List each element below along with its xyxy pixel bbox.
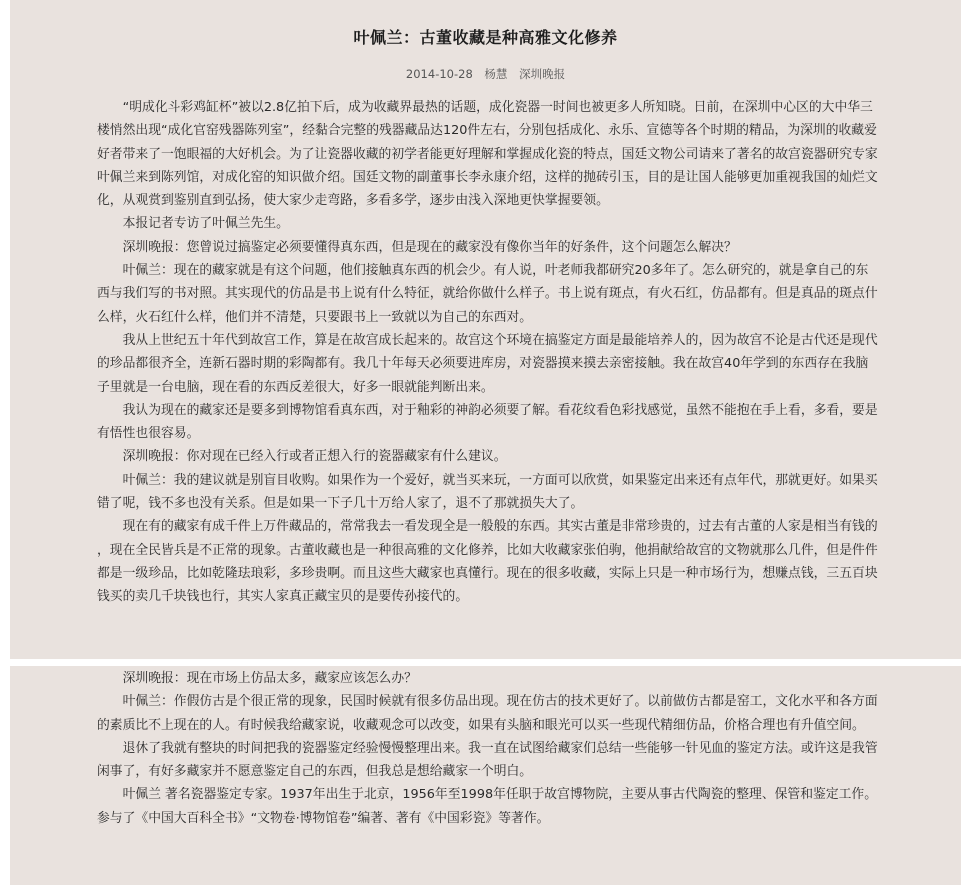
article-body-bottom [97,667,880,830]
paragraph: 叶佩兰：我的建议就是别盲目收购。如果作为一个爱好，就当买来玩，一方面可以欣赏，如果鉴定出来还有点年代，那就更好。如果买错了呢，钱不多也没有关系。但是如果一下子几十万给人家了，退不了那就损失大了。 [97,472,878,512]
article-panel-bottom [10,666,961,885]
paragraph: 深圳晚报：现在市场上仿品太多，藏家应该怎么办？ [122,671,417,686]
article-source: 深圳晚报 [519,67,566,81]
paragraph: 我从上世纪五十年代到故宫工作，算是在故宫成长起来的。故宫这个环境在搞鉴定方面是最能培养人的，因为故宫不论是古代还是现代的珍品都很齐全，连新石器时期的彩陶都有。我几十年每天必须要进库房，对瓷器摸来摸去亲密接触。我在故宫40年学到的东西存在我脑子里就是一台电脑，现在看的东西反差很大，好多一眼就能判断出来。 [97,332,878,395]
article-panel-top [10,0,961,659]
paragraph: 深圳晚报：您曾说过搞鉴定必须要懂得真东西，但是现在的藏家没有像你当年的好条件，这个问题怎么解决？ [122,239,737,255]
article-author: 杨慧 [484,67,508,81]
article-meta [10,66,961,82]
paragraph: “明成化斗彩鸡缸杯”被以2.8亿拍下后，成为收藏界最热的话题，成化瓷器一时间也被更多人所知晓。日前，在深圳中心区的大中华三楼悄然出现“成化官窑残器陈列室”，经黏合完整的残器藏品达120件左右，分别包括成化、永乐、宣德等各个时期的精品，为深圳的收藏爱好者带来了一饱眼福的大好机会。为了让瓷器收藏的初学者能更好理解和掌握成化瓷的特点，国廷文物公司请来了著名的故宫瓷器研究专家叶佩兰来到陈列馆，对成化窑的知识做介绍。国廷文物的副董事长李永康介绍，这样的抛砖引玉，目的是让国人能够更加重视我国的灿烂文化，从观赏到鉴别直到弘扬，使大家少走弯路，多看多学，逐步由浅入深地更快掌握要领。 [97,100,878,209]
paragraph: 深圳晚报：你对现在已经入行或者正想入行的瓷器藏家有什么建议。 [122,449,507,465]
paragraph: 叶佩兰 著名瓷器鉴定专家。1937年出生于北京，1956年至1998年任职于故宫博物院，主要从事古代陶瓷的整理、保管和鉴定工作。参与了《中国大百科全书》“文物卷·博物馆卷”编著、著有《中国彩瓷》等著作。 [97,787,878,826]
article-title: 叶佩兰：古董收藏是种高雅文化修养 [353,28,618,47]
paragraph: 叶佩兰：作假仿古是个很正常的现象，民国时候就有很多仿品出现。现在仿古的技术更好了。以前做仿古都是窑工，文化水平和各方面的素质比不上现在的人。有时候我给藏家说，收藏观念可以改变，如果有头脑和眼光可以买一些现代精细仿品，价格合理也有升值空间。 [97,694,878,733]
paragraph: 退休了我就有整块的时间把我的瓷器鉴定经验慢慢整理出来。我一直在试图给藏家们总结一些能够一针见血的鉴定方法。或许这是我管闲事了，有好多藏家并不愿意鉴定自己的东西，但我总是想给藏家一个明白。 [97,740,878,780]
article-body-top [97,96,880,609]
article-date: 2014-10-28 [405,67,473,81]
paragraph: 我认为现在的藏家还是要多到博物馆看真东西，对于釉彩的神韵必须要了解。看花纹看色彩找感觉，虽然不能抱在手上看，多看，要是有悟性也很容易。 [97,402,878,442]
paragraph: 现在有的藏家有成千件上万件藏品的，常常我去一看发现全是一般般的东西。其实古董是非常珍贵的，过去有古董的人家是相当有钱的，现在全民皆兵是不正常的现象。古董收藏也是一种很高雅的文化修养，比如大收藏家张伯驹，他捐献给故宫的文物就那么几件，但是件件都是一级珍品，比如乾隆珐琅彩，多珍贵啊。而且这些大藏家也真懂行。现在的很多收藏，实际上只是一种市场行为，想赚点钱，三五百块钱买的卖几千块钱也行，其实人家真正藏宝贝的是要传孙接代的。 [97,519,878,605]
paragraph: 叶佩兰：现在的藏家就是有这个问题，他们接触真东西的机会少。有人说，叶老师我都研究20多年了。怎么研究的，就是拿自己的东西与我们写的书对照。其实现代的仿品是书上说有什么特征，就给你做什么样子。书上说有斑点，有火石红，仿品都有。但是真品的斑点什么样，火石红什么样，他们并不清楚，只要跟书上一致就以为自己的东西对。 [97,263,878,325]
paragraph: 本报记者专访了叶佩兰先生。 [122,216,289,232]
